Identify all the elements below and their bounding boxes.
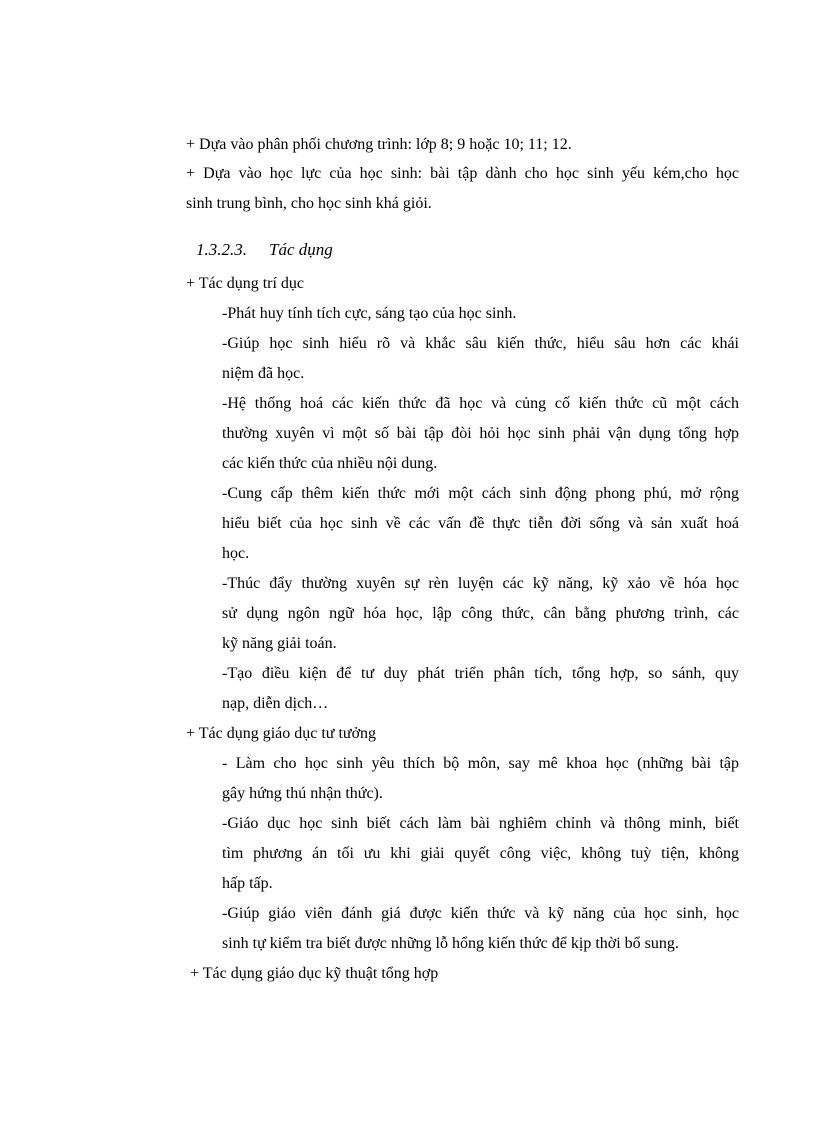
criteria-program: + Dựa vào phân phối chương trình: lớp 8; 9 hoặc 10; 11; 12. bbox=[186, 136, 572, 153]
tri-duc-point-4-line1: -Cung cấp thêm kiến thức mới một cách sinh động phong phú, mở rộng bbox=[222, 485, 739, 502]
criteria-ability-line2: sinh trung bình, cho học sinh khá giỏi. bbox=[186, 195, 432, 212]
section-number: 1.3.2.3. bbox=[196, 240, 247, 259]
tu-tuong-point-1-line1: - Làm cho học sinh yêu thích bộ môn, say mê khoa học (những bài tập bbox=[222, 755, 739, 772]
tri-duc-point-3-line2: thường xuyên vì một số bài tập đòi hỏi học sinh phải vận dụng tổng hợp bbox=[222, 425, 739, 442]
tri-duc-point-4-line3: học. bbox=[222, 545, 250, 562]
tu-tuong-point-1-line2: gây hứng thú nhận thức). bbox=[222, 785, 383, 802]
tri-duc-point-2-line2: niệm đã học. bbox=[222, 365, 305, 382]
tri-duc-point-3-line1: -Hệ thống hoá các kiến thức đã học và củng cố kiến thức cũ một cách bbox=[222, 395, 739, 412]
tu-tuong-point-2-line3: hấp tấp. bbox=[222, 875, 273, 892]
section-title: Tác dụng bbox=[269, 240, 333, 259]
tri-duc-point-1: -Phát huy tính tích cực, sáng tạo của học sinh. bbox=[222, 305, 517, 322]
tri-duc-point-6-line2: nạp, diễn dịch… bbox=[222, 695, 329, 712]
tri-duc-point-5-line3: kỹ năng giải toán. bbox=[222, 635, 337, 652]
heading-ky-thuat: + Tác dụng giáo dục kỹ thuật tổng hợp bbox=[186, 965, 439, 982]
tri-duc-point-4-line2: hiểu biết của học sinh về các vấn đề thực tiễn đời sống và sản xuất hoá bbox=[222, 515, 739, 532]
tu-tuong-point-2-line2: tìm phương án tối ưu khi giải quyết công việc, không tuỳ tiện, không bbox=[222, 845, 739, 862]
tu-tuong-point-3-line1: -Giúp giáo viên đánh giá được kiến thức và kỹ năng của học sinh, học bbox=[222, 905, 739, 922]
criteria-ability-line1: + Dựa vào học lực của học sinh: bài tập dành cho học sinh yếu kém,cho học bbox=[186, 165, 739, 182]
tri-duc-point-3-line3: các kiến thức của nhiều nội dung. bbox=[222, 455, 438, 472]
tri-duc-point-6-line1: -Tạo điều kiện để tư duy phát triển phân tích, tổng hợp, so sánh, quy bbox=[222, 665, 739, 682]
tri-duc-point-5-line1: -Thúc đẩy thường xuyên sự rèn luyện các kỹ năng, kỹ xảo về hóa học bbox=[222, 575, 739, 592]
section-heading bbox=[196, 240, 333, 260]
tri-duc-point-5-line2: sử dụng ngôn ngữ hóa học, lập công thức, cân bằng phương trình, các bbox=[222, 605, 739, 622]
heading-tu-tuong: + Tác dụng giáo dục tư tưởng bbox=[186, 725, 377, 742]
tu-tuong-point-3-line2: sinh tự kiểm tra biết được những lỗ hổng kiến thức để kịp thời bổ sung. bbox=[222, 935, 679, 952]
heading-tri-duc: + Tác dụng trí dục bbox=[186, 275, 305, 292]
tri-duc-point-2-line1: -Giúp học sinh hiểu rõ và khắc sâu kiến thức, hiểu sâu hơn các khái bbox=[222, 335, 739, 352]
tu-tuong-point-2-line1: -Giáo dục học sinh biết cách làm bài nghiêm chỉnh và thông minh, biết bbox=[222, 815, 739, 832]
